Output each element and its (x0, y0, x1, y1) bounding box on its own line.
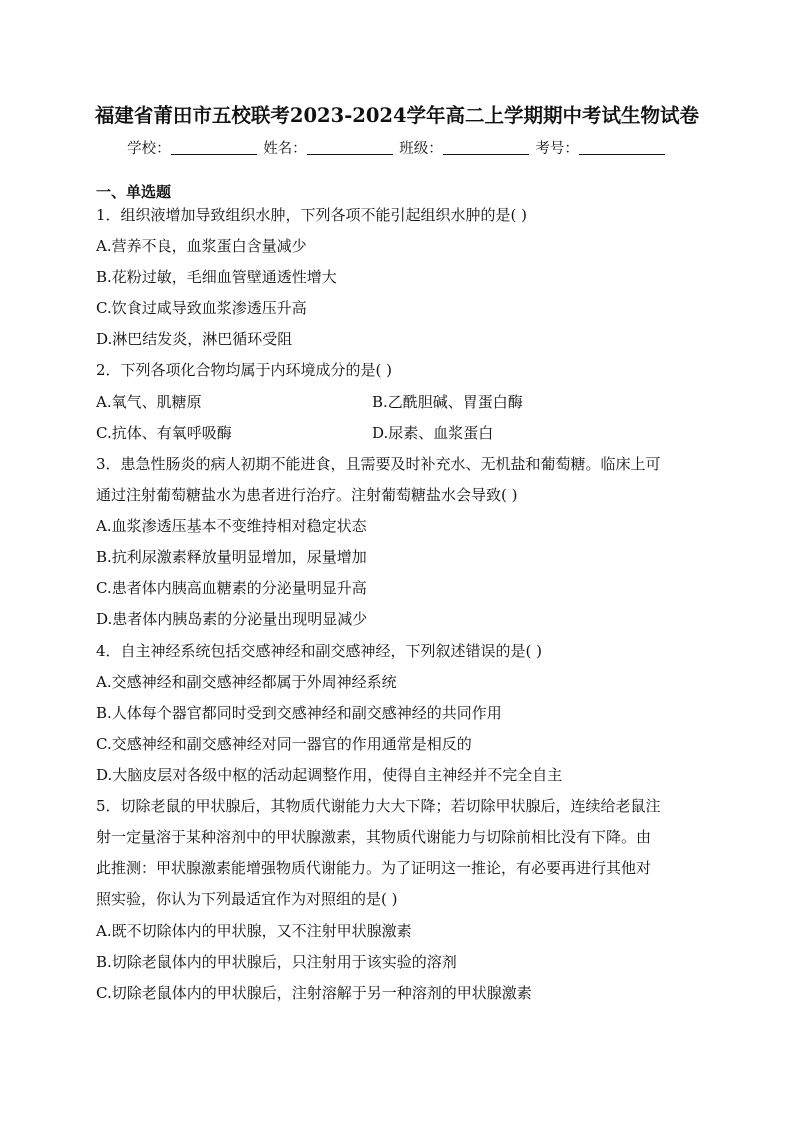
school-blank[interactable] (171, 154, 257, 155)
school-label: 学校： (127, 141, 171, 157)
option: B.抗利尿激素释放量明显增加，尿量增加 (96, 548, 367, 566)
option: C.切除老鼠体内的甲状腺后，注射溶解于另一种溶剂的甲状腺激素 (96, 984, 532, 1002)
question-stem: 射一定量溶于某种溶剂中的甲状腺激素，其物质代谢能力与切除前相比没有下降。由 (96, 828, 652, 846)
class-label: 班级： (399, 141, 443, 157)
question-stem: 此推测：甲状腺激素能增强物质代谢能力。为了证明这一推论，有必要再进行其他对 (96, 859, 652, 877)
question-stem: 3．患急性肠炎的病人初期不能进食，且需要及时补充水、无机盐和葡萄糖。临床上可 (96, 455, 661, 473)
option: A.营养不良，血浆蛋白含量减少 (96, 237, 307, 255)
option: D.大脑皮层对各级中枢的活动起调整作用，使得自主神经并不完全自主 (96, 766, 563, 784)
name-blank[interactable] (307, 154, 393, 155)
option: D.患者体内胰岛素的分泌量出现明显减少 (96, 610, 368, 628)
option: C.抗体、有氧呼吸酶 (96, 424, 232, 442)
question-stem: 5．切除老鼠的甲状腺后，其物质代谢能力大大下降；若切除甲状腺后，连续给老鼠注 (96, 797, 661, 815)
exam-number-label: 考号： (535, 141, 579, 157)
student-info-line (0, 137, 794, 158)
option: D.尿素、血浆蛋白 (372, 424, 494, 442)
option: A.交感神经和副交感神经都属于外周神经系统 (96, 673, 397, 691)
option: B.切除老鼠体内的甲状腺后，只注射用于该实验的溶剂 (96, 953, 457, 971)
section-title: 一、单选题 (96, 183, 172, 201)
option: B.乙酰胆碱、胃蛋白酶 (372, 393, 523, 411)
question-stem: 通过注射葡萄糖盐水为患者进行治疗。注射葡萄糖盐水会导致( ) (96, 486, 518, 504)
question-stem: 1．组织液增加导致组织水肿，下列各项不能引起组织水肿的是( ) (96, 206, 528, 224)
class-blank[interactable] (443, 154, 529, 155)
option: C.饮食过咸导致血浆渗透压升高 (96, 299, 307, 317)
option: A.既不切除体内的甲状腺，又不注射甲状腺激素 (96, 922, 412, 940)
option: A.氧气、肌糖原 (96, 393, 202, 411)
name-label: 姓名： (263, 141, 307, 157)
option: A.血浆渗透压基本不变维持相对稳定状态 (96, 517, 367, 535)
question-stem: 照实验，你认为下列最适宜作为对照组的是( ) (96, 890, 398, 908)
exam-title: 福建省莆田市五校联考2023-2024学年高二上学期期中考试生物试卷 (94, 104, 700, 127)
option: C.患者体内胰高血糖素的分泌量明显升高 (96, 579, 367, 597)
question-stem: 2．下列各项化合物均属于内环境成分的是( ) (96, 361, 393, 379)
exam-number-blank[interactable] (579, 154, 665, 155)
option: D.淋巴结发炎，淋巴循环受阻 (96, 330, 293, 348)
option: B.人体每个器官都同时受到交感神经和副交感神经的共同作用 (96, 704, 502, 722)
option: B.花粉过敏，毛细血管壁通透性增大 (96, 268, 337, 286)
option: C.交感神经和副交感神经对同一器官的作用通常是相反的 (96, 735, 472, 753)
question-stem: 4．自主神经系统包括交感神经和副交感神经，下列叙述错误的是( ) (96, 642, 543, 660)
